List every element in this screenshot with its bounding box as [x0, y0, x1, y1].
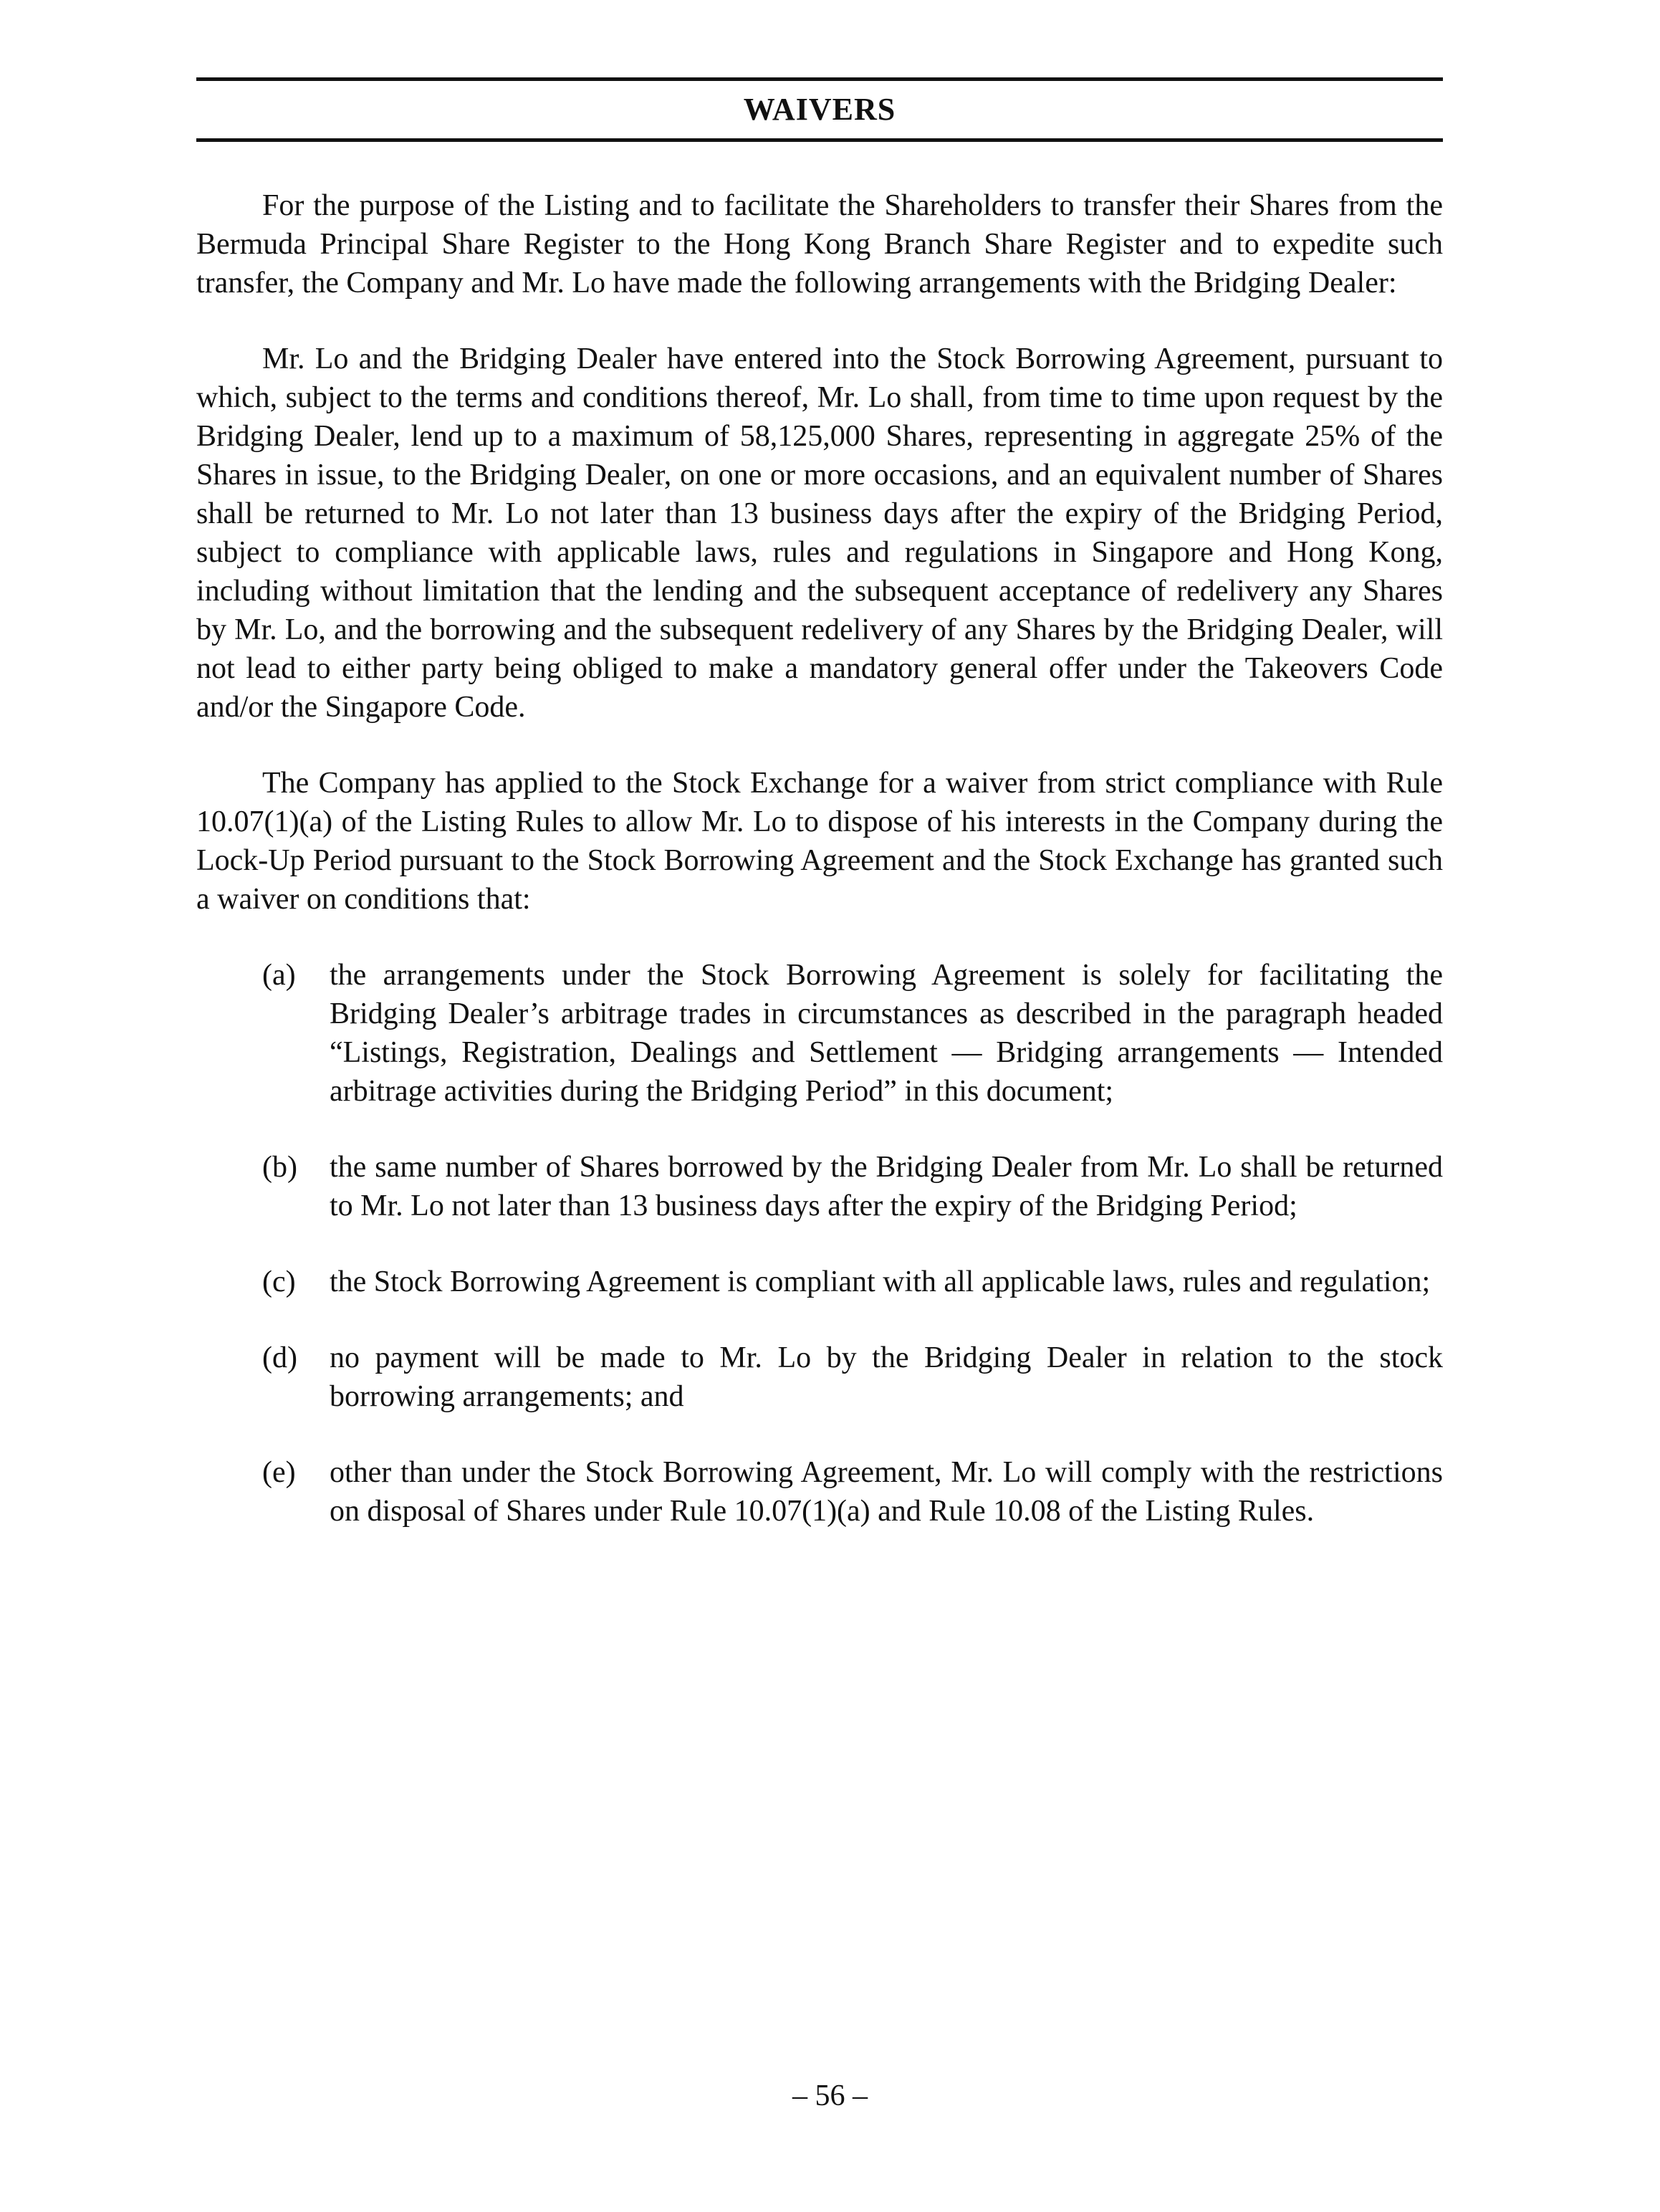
section-title: WAIVERS: [743, 92, 896, 127]
condition-item-e: [196, 1453, 1443, 1531]
condition-item-c: [196, 1263, 1443, 1301]
condition-item-d: [196, 1339, 1443, 1416]
condition-text: no payment will be made to Mr. Lo by the Bridging Dealer in relation to the stock borrowing arrangements; and: [330, 1341, 1443, 1413]
condition-label: (b): [262, 1151, 297, 1184]
page-number: – 56 –: [792, 2079, 868, 2112]
document-body: [196, 186, 1443, 1568]
conditions-list: [196, 956, 1443, 1531]
condition-text: the Stock Borrowing Agreement is compliant with all applicable laws, rules and regulation;: [330, 1265, 1431, 1298]
condition-text: other than under the Stock Borrowing Agreement, Mr. Lo will comply with the restrictions on disposal of Shares under Rule 10.07(1)(a) and Rule 10.08 of the Listing Rules.: [330, 1456, 1443, 1528]
condition-item-a: [196, 956, 1443, 1111]
paragraph-intro: For the purpose of the Listing and to facilitate the Shareholders to transfer their Shares from the Bermuda Principal Share Register to the Hong Kong Branch Share Register and to expedite such transfer, the Company and Mr. Lo have made the following arrangements with the Bridging Dealer:: [196, 189, 1443, 300]
page-header: [196, 77, 1443, 142]
condition-text: the same number of Shares borrowed by the Bridging Dealer from Mr. Lo shall be returned to Mr. Lo not later than 13 business days after the expiry of the Bridging Period;: [330, 1151, 1443, 1222]
condition-label: (c): [262, 1265, 296, 1298]
condition-label: (e): [262, 1456, 296, 1489]
condition-item-b: [196, 1148, 1443, 1225]
condition-text: the arrangements under the Stock Borrowing Agreement is solely for facilitating the Bridging Dealer’s arbitrage trades in circumstances as described in the paragraph headed “Listings, Registration, Dealings and Settlement — Bridging arrangements — Intended arbitrage activities during the Bridging Period” in this document;: [330, 959, 1443, 1108]
header-bottom-rule: [196, 138, 1443, 142]
paragraph-stock-borrowing: Mr. Lo and the Bridging Dealer have entered into the Stock Borrowing Agreement, pursuant to which, subject to the terms and conditions thereof, Mr. Lo shall, from time to time upon request by the Bridging Dealer, lend up to a maximum of 58,125,000 Shares, representing in aggregate 25% of the Shares in issue, to the Bridging Dealer, on one or more occasions, and an equivalent number of Shares shall be returned to Mr. Lo not later than 13 business days after the expiry of the Bridging Period, subject to compliance with applicable laws, rules and regulations in Singapore and Hong Kong, including without limitation that the lending and the subsequent acceptance of redelivery any Shares by Mr. Lo, and the borrowing and the subsequent redelivery of any Shares by the Bridging Dealer, will not lead to either party being obliged to make a mandatory general offer under the Takeovers Code and/or the Singapore Code.: [196, 343, 1443, 724]
condition-label: (d): [262, 1341, 297, 1374]
condition-label: (a): [262, 959, 296, 992]
paragraph-waiver-application: The Company has applied to the Stock Exchange for a waiver from strict compliance with Rule 10.07(1)(a) of the Listing Rules to allow Mr. Lo to dispose of his interests in the Company during the Lock-Up Period pursuant to the Stock Borrowing Agreement and the Stock Exchange has granted such a waiver on conditions that:: [196, 767, 1443, 916]
